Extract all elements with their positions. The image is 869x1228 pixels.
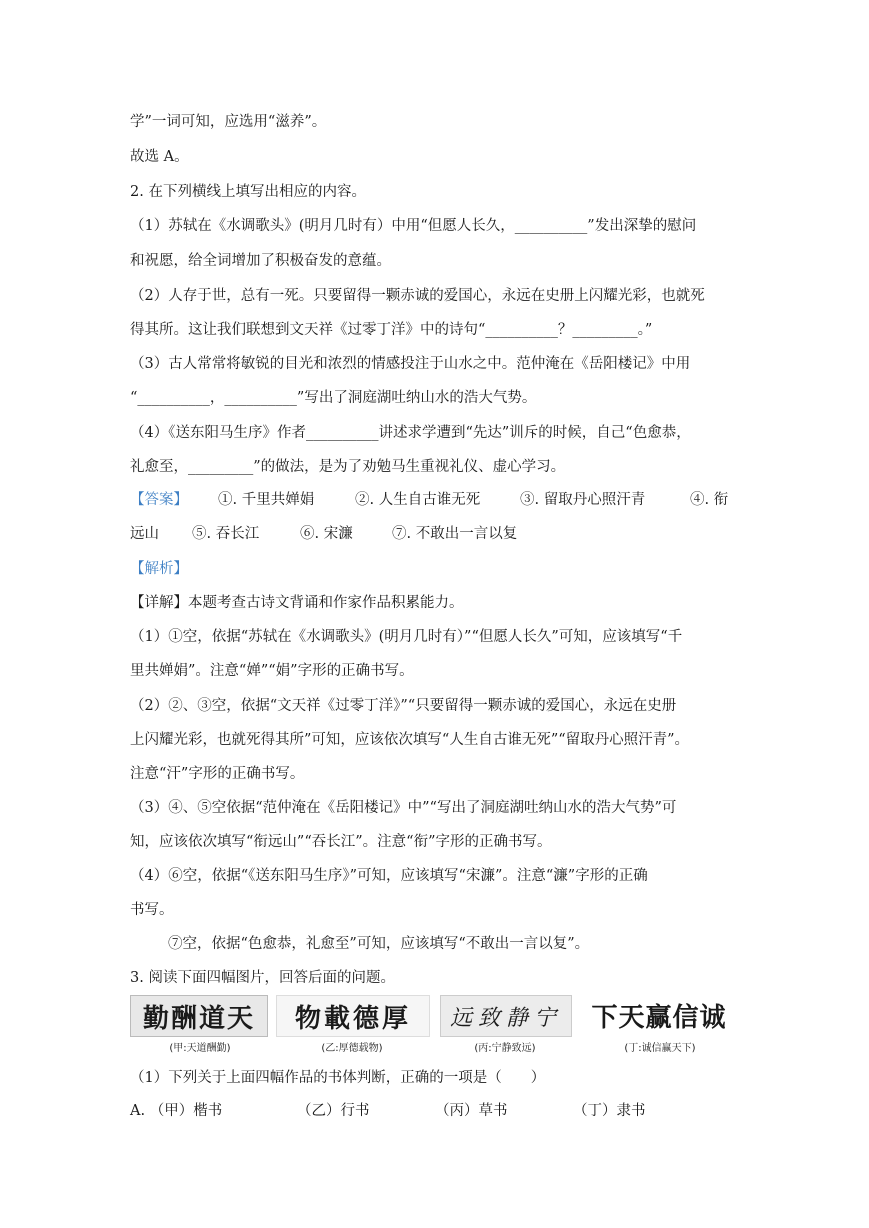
answer-item: ⑥. 宋濂	[300, 526, 353, 542]
calligraphy-text: 远致静宁	[449, 1005, 562, 1031]
calligraphy-image-jia	[130, 995, 268, 1037]
text-line: 上闪耀光彩，也就死得其所”可知，应该依次填写“人生自古谁无死”“留取丹心照汗青”。	[130, 732, 690, 748]
text-line: ⑦空，依据“色愈恭，礼愈至”可知，应该填写“不敢出一言以复”。	[168, 936, 590, 952]
text-line: 注意“汗”字形的正确书写。	[130, 766, 305, 782]
answer-label: 【答案】	[130, 492, 188, 508]
text-line: （2）人存于世，总有一死。只要留得一颗赤诚的爱国心，永远在史册上闪耀光彩，也就死	[130, 288, 705, 304]
question-3-title: 3. 阅读下面四幅图片，回答后面的问题。	[130, 970, 395, 986]
text-line: （3）古人常常将敏锐的目光和浓烈的情感投注于山水之中。范仲淹在《岳阳楼记》中用	[130, 356, 691, 372]
answer-item: 远山	[130, 526, 159, 542]
text-line: （1）苏轼在《水调歌头》(明月几时有）中用“但愿人长久，__________”发出深挚的慰问	[130, 218, 697, 234]
image-caption: (丁:诚信赢天下)	[624, 1043, 696, 1054]
text-line: （4）《送东阳马生序》作者__________讲述求学遭到“先达”训斥的时候，自己“色愈恭，	[130, 425, 691, 441]
answer-item: ④. 衔	[690, 492, 729, 508]
calligraphy-text: 勤酬道天	[142, 1003, 255, 1034]
answer-item: ②. 人生自古谁无死	[355, 492, 481, 508]
option-d: （丁）隶书	[573, 1103, 646, 1119]
answer-item: ⑤. 吞长江	[192, 526, 260, 542]
option-b: （乙）行书	[297, 1103, 370, 1119]
text-line: （1）①空，依据“苏轼在《水调歌头》(明月几时有）”“但愿人长久”可知，应该填写“千	[130, 629, 683, 645]
text-line: 故选 A。	[130, 149, 189, 165]
calligraphy-text: 下天赢信诚	[591, 1002, 727, 1033]
calligraphy-text: 物載德厚	[294, 1003, 411, 1034]
calligraphy-images	[130, 995, 740, 1057]
analysis-label: 【解析】	[130, 561, 188, 577]
text-line: 里共婵娟”。注意“婵”“娟”字形的正确书写。	[130, 663, 414, 679]
image-caption: (乙:厚德载物)	[321, 1043, 383, 1054]
calligraphy-image-ding	[584, 995, 734, 1035]
text-line: 书写。	[130, 902, 174, 918]
text-line: 礼愈至，_________”的做法，是为了劝勉马生重视礼仪、虚心学习。	[130, 459, 566, 475]
text-line: （4）⑥空，依据“《送东阳马生序》”可知，应该填写“宋濂”。注意“濂”字形的正确	[130, 868, 648, 884]
text-line: （3）④、⑤空依据“范仲淹在《岳阳楼记》中”“写出了洞庭湖吐纳山水的浩大气势”可	[130, 800, 677, 816]
option-c: （丙）草书	[435, 1103, 508, 1119]
answer-item: ⑦. 不敢出一言以复	[392, 526, 518, 542]
text-line: 知，应该依次填写“衔远山”“吞长江”。注意“衔”字形的正确书写。	[130, 834, 552, 850]
sub-question-1: （1）下列关于上面四幅作品的书体判断，正确的一项是（ ）	[130, 1070, 546, 1086]
question-2-title: 2. 在下列横线上填写出相应的内容。	[130, 184, 366, 200]
answer-item: ①. 千里共婵娟	[218, 492, 315, 508]
text-line: （2）②、③空，依据“文天祥《过零丁洋》”“只要留得一颗赤诚的爱国心，永远在史册	[130, 698, 677, 714]
calligraphy-image-bing	[440, 995, 572, 1037]
answer-item: ③. 留取丹心照汗青	[520, 492, 646, 508]
text-line: “__________，__________”写出了洞庭湖吐纳山水的浩大气势。	[130, 390, 537, 406]
calligraphy-image-yi	[276, 995, 430, 1037]
text-line: 得其所。这让我们联想到文天祥《过零丁洋》中的诗句“__________？_________。”	[130, 322, 653, 338]
text-line: 学”一词可知，应选用“滋养”。	[130, 114, 327, 130]
text-line: 【详解】本题考查古诗文背诵和作家作品积累能力。	[130, 595, 464, 611]
option-a: A. （甲）楷书	[130, 1103, 223, 1119]
image-caption: (甲:天道酬勤)	[169, 1043, 231, 1054]
image-caption: (丙:宁静致远)	[474, 1043, 536, 1054]
text-line: 和祝愿，给全词增加了积极奋发的意蕴。	[130, 253, 391, 269]
